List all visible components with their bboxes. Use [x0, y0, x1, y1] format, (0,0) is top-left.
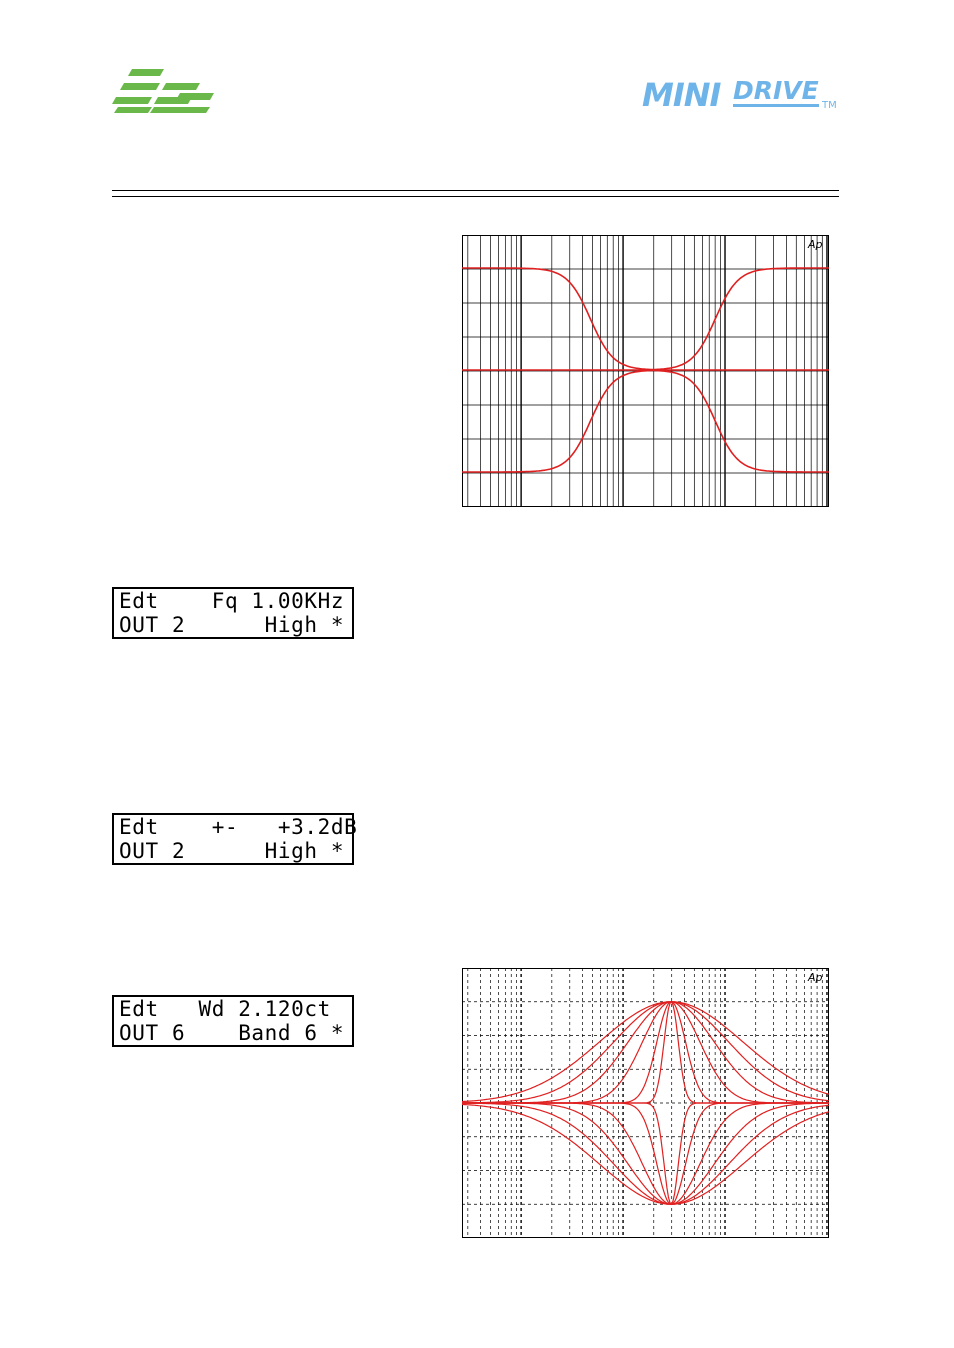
crossover-response-chart — [462, 235, 829, 507]
lcd-display-gain — [112, 813, 358, 865]
header-rule-top — [112, 190, 839, 191]
lcd-line-1: Edt Wd 2.120ct — [119, 997, 331, 1021]
logo-text-mini: MINI — [642, 76, 721, 114]
bandwidth-response-chart — [462, 968, 829, 1238]
trademark-mark: TM — [822, 100, 837, 111]
lcd-display-width — [112, 995, 354, 1047]
lcd-line-2: OUT 6 Band 6 * — [119, 1021, 345, 1045]
lcd-line-2: OUT 2 High * — [119, 613, 345, 637]
lcd-line-1: Edt Fq 1.00KHz — [119, 589, 345, 613]
minidrive-logo — [642, 76, 842, 116]
logo-text-drive: DRIVE — [733, 76, 819, 105]
header-rule-bottom — [112, 196, 839, 197]
bss-logo-icon — [110, 66, 218, 116]
lcd-line-2: OUT 2 High * — [119, 839, 345, 863]
chart-corner-label: Ap — [808, 971, 823, 984]
lcd-display-frequency — [112, 587, 354, 639]
chart-corner-label: Ap — [808, 238, 823, 251]
lcd-line-1: Edt +- +3.2dB — [119, 815, 358, 839]
